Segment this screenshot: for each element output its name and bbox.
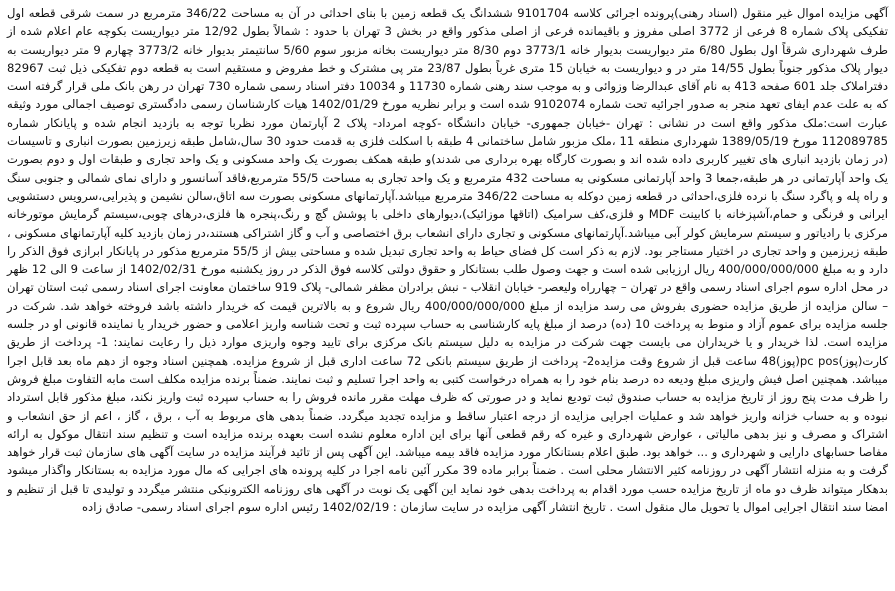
notice-body-text: آگهی مزایده اموال غیر منقول (اسناد رهنی)پرونده اجرائی کلاسه 9101704 ششدانگ یک قطعه زمین با بنای احداثی در آن به مساحت 346/22 مترمربع در سمت شرقی قطعه اول تفکیکی پلاک شماره 8 فرعی از 3772 اصلی مفروز و باقیمانده فرعی از اصلی مذکور واقع در بخش 3 تهران با حدود : شمالاً بطول 12/92 متر دیواریست بکوچه عام اعلام شده از طرف شهرداری شرقاً اول بطول 6/80 متر دیواریست بدیوار خانه 3773/1 دوم 8/30 متر دیواریست بخانه مزبور سوم 5/60 سانتیمتر بدیوار خانه 3773/2 چهارم 9 متر دیواریست به دیوار پلاک مذکور جنوباً بطول 14/55 متر در و دیواریست به خیابان 15 متری غرباً بطول 23/87 متر پی مشترک و خط مفروض و مستقیم است به قطعه دوم تفکیکی ذیل ثبت 82967 دفتراملاک جلد 601 صفحه 413 به نام آقای عبدالرضا وزوائی و به موجب سند رهنی شماره 11730 و 10034 دفتر اسناد رسمی شماره 730 تهران در رهن بانک ملی قرار گرفته است که به علت عدم ایفای تعهد منجر به صدور اجرائیه تحت شماره 9102074 شده است و برابر نظریه مورخ 1402/01/29 هیات کارشناسان رسمی دادگستری توصیف اجمالی مورد وثیقه عبارت است:ملک مذکور واقع است در نشانی : تهران -خیابان جمهوری- خیابان دانشگاه -کوچه امرداد- پلاک 2 آپارتمان مورد نظربا توجه به بازدید انجام شده و پایانکار شماره 112089785 مورخ 1389/05/19 شهرداری منطقه 11 ،ملک مزبور شامل ساختمانی 4 طبقه با اسکلت فلزی به قدمت حدود 30 سال،شامل طبقه زیرزمین بصورت انباری و تاسیسات (در زمان بازدید انباری های تغییر کاربری داده شده اند و بصورت کارگاه بهره برداری می شدند)و طبقه همکف بصورت یک واحد مسکونی و یک واحد تجاری و طبقات اول و دوم بصورت یک واحد آپارتمانی در هر طبقه،جمعا 3 واحد آپارتمانی مسکونی به مساحت 432 مترمربع و یک واحد تجاری به مساحت 55/5 مترمربع،فاقد آسانسور و دارای نمای شمالی و جنوبی سنگ و راه پله و پاگرد سنگ با نرده فلزی،احداثی در قطعه زمین دوکله به مساحت 346/22 مترمربع میباشد.آپارتمانهای مسکونی بصورت سه اتاق،سالن نشیمن و پذیرایی،سرویس دستشویی ایرانی و فرنگی و حمام،آشپزخانه با کابینت MDF و فلزی،کف سرامیک (اتاقها موزائیک)،دیوارهای داخلی با پوشش گچ و رنگ،پنجره ها فلزی،درهای چوبی،سیستم گرمایش موتورخانه مرکزی با رادیاتور و سیستم سرمایش کولر آبی میباشد.آپارتمانهای مسکونی و تجاری دارای انشعاب برق اختصاصی و آب و گاز اشتراکی هستند،در زمان بازدید کلیه آپارتمانهای مسکونی ، طبقه زیرزمین و واحد تجاری در اختیار مستاجر بود. لازم به ذکر است کل فضای حیاط به واحد تجاری تبدیل شده و مساحتی بیش از 55/5 مترمربع مذکور در پایانکار ابرازی فوق الذکر را دارد و به مبلغ 400/000/000/000 ریال ارزیابی شده است و جهت وصول طلب بستانکار و حقوق دولتی کلاسه فوق الذکر در روز یکشنبه مورخ 1402/02/31 از ساعت 9 الی 12 ظهر در محل اداره سوم اجرای اسناد رسمی واقع در تهران – چهارراه ولیعصر- خیابان انقلاب - نبش برادران مظفر شمالی- پلاک 919 ساختمان معاونت اجرای اسناد رسمی ثبت استان تهران – سالن مزایده از طریق مزایده حضوری بفروش می رسد مزایده از مبلغ 400/000/000/000 ریال شروع و به بالاترین قیمت که خریدار داشته باشد فروخته خواهد شد. شرکت در جلسه مزایده برای عموم آزاد و منوط به پرداخت 10 (ده) درصد از مبلغ پایه کارشناسی به حساب سپرده ثبت و تحت شناسه واریز اعلامی و حضور خریدار یا نماینده قانونی او در جلسه مزایده است. لذا خریدار و یا خریداران می بایست جهت شرکت در مزایده به دلیل سیستم بانک مرکزی برای تایید وجوه واریزی موارد ذیل را رعایت نمایند: 1- پرداخت از طریق کارت(پوز)pc pos(پوز)48 ساعت قبل از شروع وقت مزایده2- پرداخت از طریق سیستم بانکی 72 ساعت اداری قبل از شروع مزایده. همچنین اسناد وجوه از دهم ماه بعد قابل اجرا میباشد. همچنین اصل فیش واریزی مبلغ ودیعه ده درصد بنام خود را به همراه درخواست کتبی به واحد اجرا تسلیم و ثبت نمایند. ضمناً برنده مزایده مکلف است مابه التفاوت مبلغ فروش را ظرف مدت پنج روز از تاریخ مزایده به حساب صندوق ثبت تودیع نماید و در صورتی که ظرف مهلت مقرر مانده فروش را به حساب سپرده ثبت واریز نکند، مبلغ مذکور قابل استرداد نبوده و به حساب خزانه واریز خواهد شد و عملیات اجرایی مزایده از درجه اعتبار ساقط و مزایده تجدید میگردد. ضمناً بدهی های مربوط به آب ، برق ، گاز ، اعم از حق انشعاب و اشتراک و مصرف و نیز بدهی مالیاتی ، عوارض شهرداری و غیره که رقم قطعی آنها برای این اداره معلوم نشده است بعهده برنده مزایده است و تنظیم سند انتقال موکول به ارائه مفاصا حسابهای دارایی و شهرداری و ... خواهد بود. طبق اعلام بستانکار مورد مزایده فاقد بیمه میباشد. این آگهی پس از تائید فرآیند مزایده در سایت آگهی های سازمان ثبت قرار خواهد گرفت و به منزله انتشار آگهی در روزنامه کثیر الانتشار محلی است . ضمناً برابر ماده 39 مکرر آئین نامه اجرا در کلیه پرونده های اجرایی که مال مورد مزایده به بستانکار واگذار میشود بدهکار میتواند ظرف دو ماه از تاریخ مزایده حسب مورد اقدام به پرداخت بدهی خود نماید این آگهی یک نوبت در آگهی های روزنامه الکترونیکی منتشر میگردد و تولیدی تا قبل از تنظیم و امضا سند انتقال اجرایی اموال یا تحویل مال منقول است . تاریخ انتشار آگهی مزایده در سایت سازمان : 1402/02/19 رئیس اداره سوم اجرای اسناد رسمی- صادق زاده xyxy=(7,6,889,515)
